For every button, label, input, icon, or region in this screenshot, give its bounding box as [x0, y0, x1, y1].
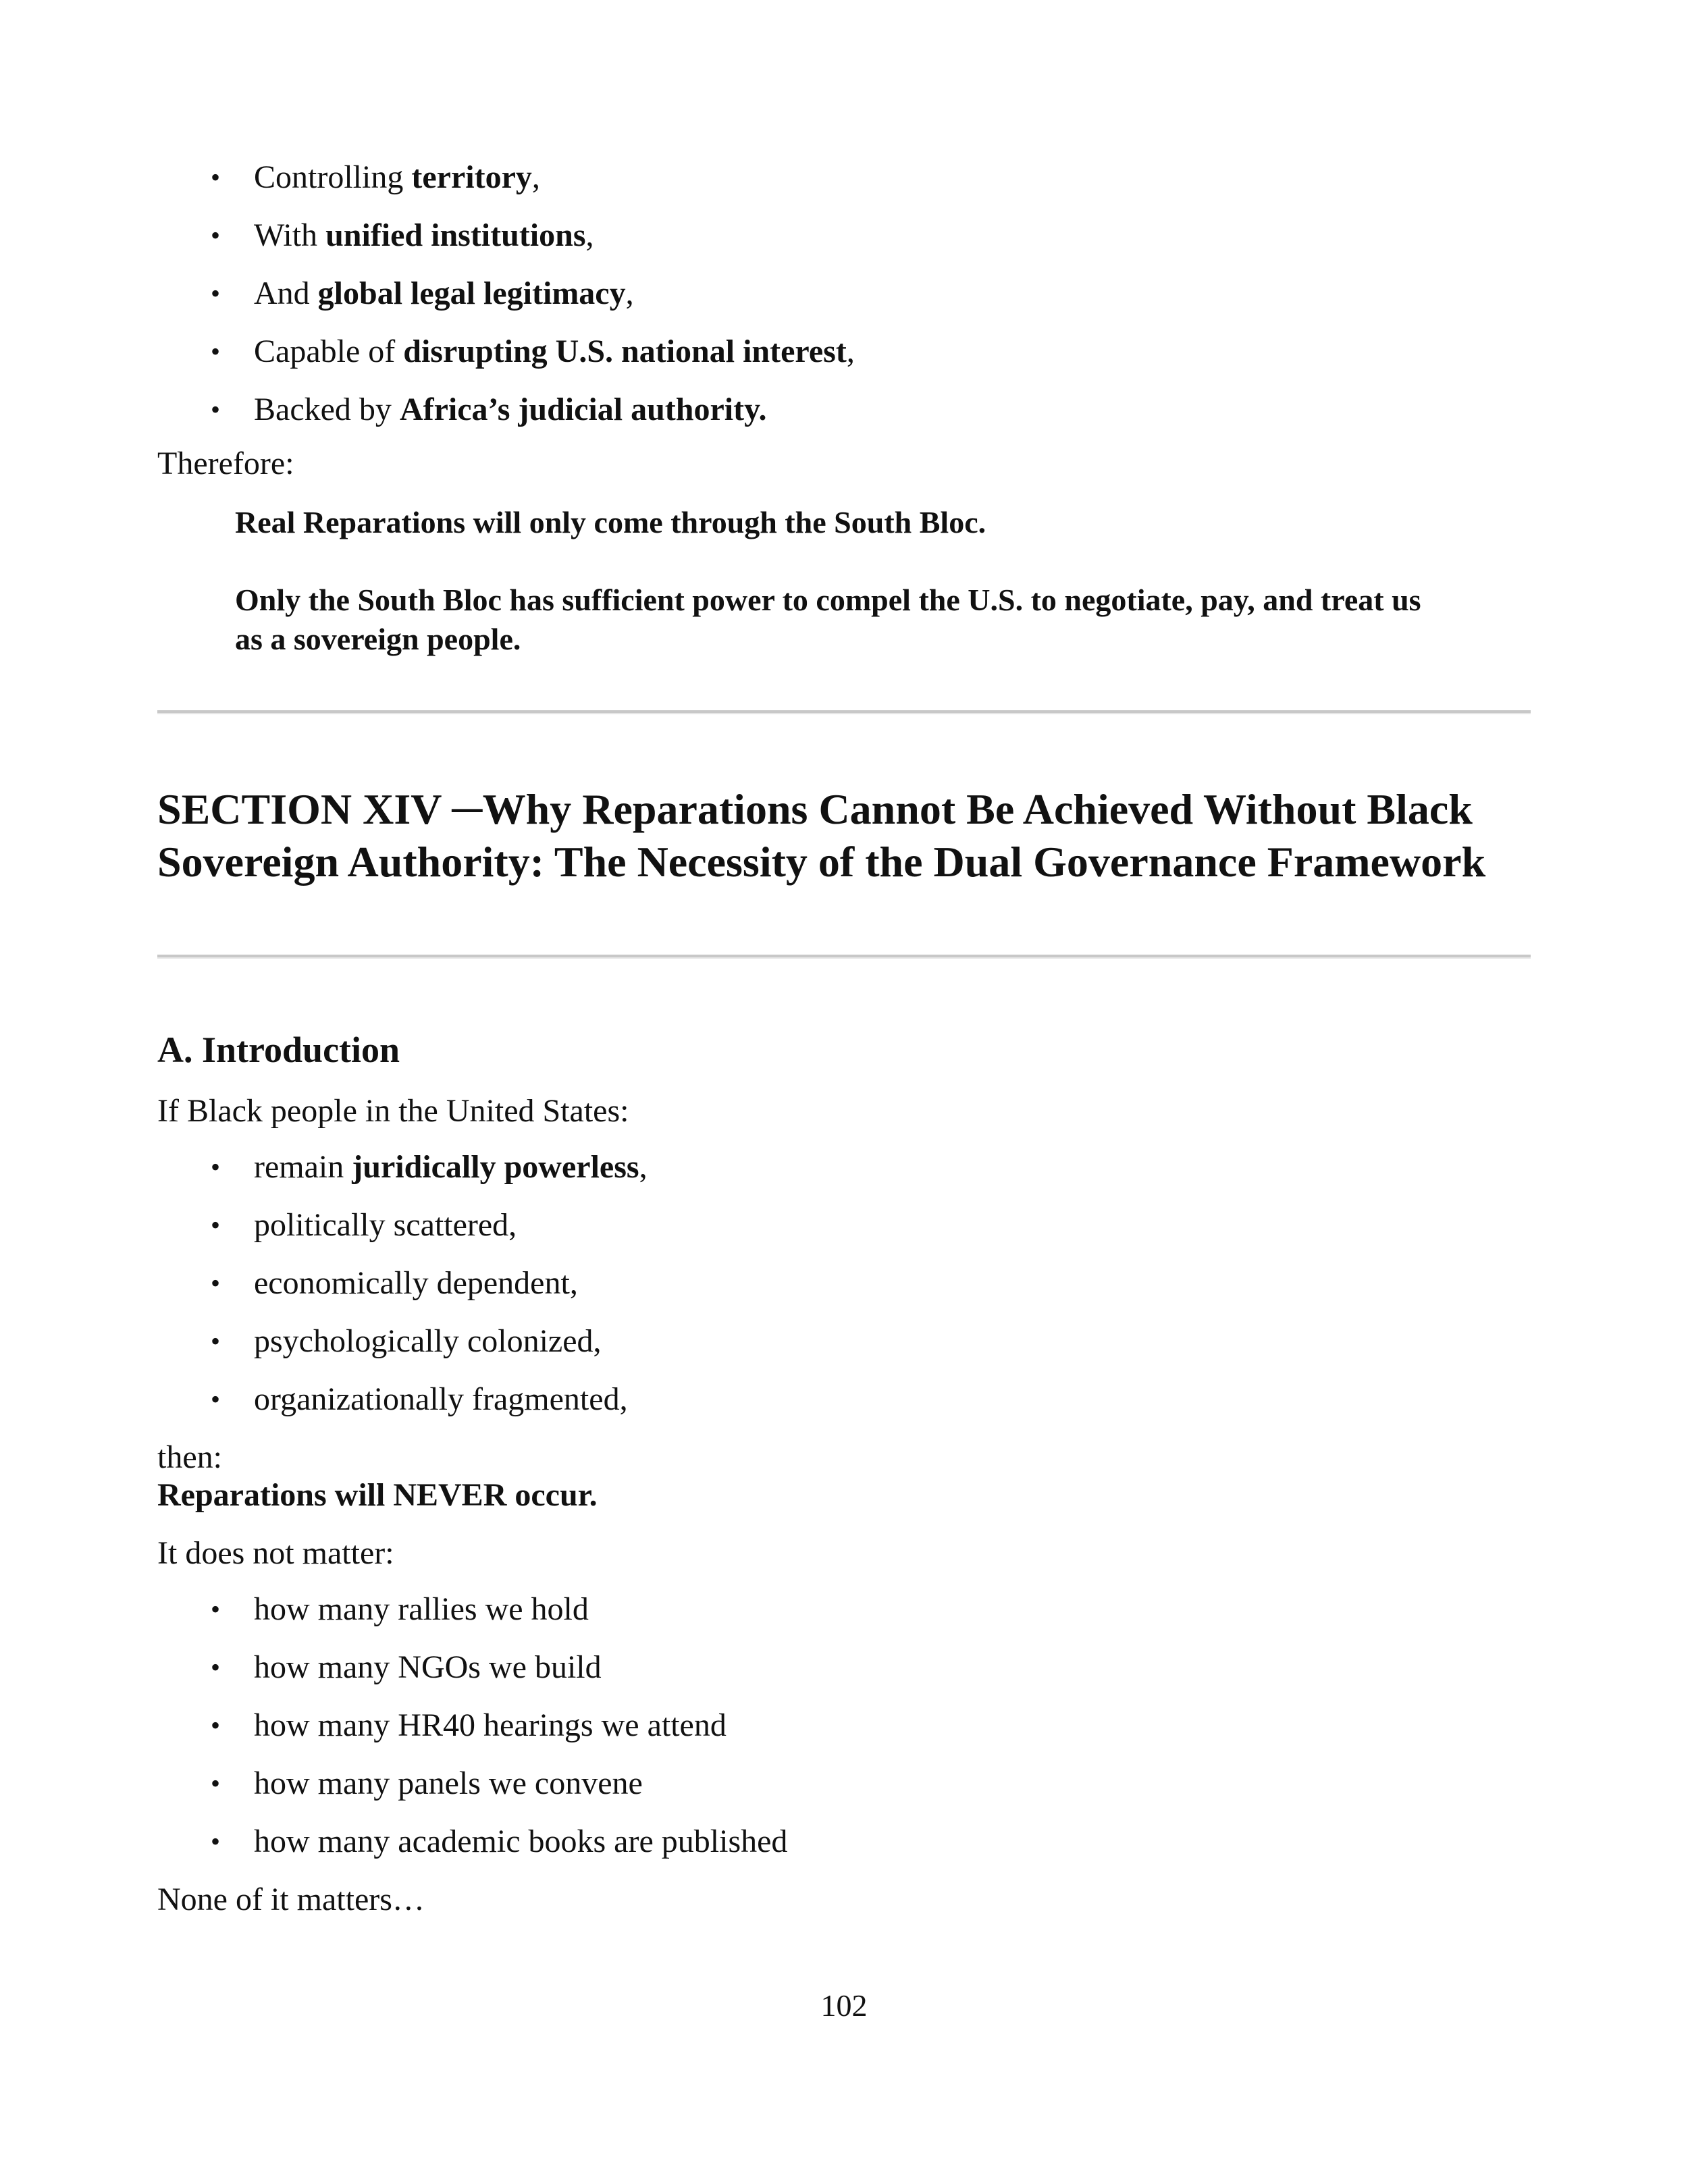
none-matters-text: None of it matters… — [157, 1882, 425, 1917]
bullet-icon: • — [211, 394, 221, 425]
bullet-icon: • — [211, 162, 221, 192]
section-divider-top — [157, 710, 1531, 714]
list-item-text: Controlling territory, — [254, 159, 540, 195]
list-item-text: how many academic books are published — [254, 1823, 788, 1859]
list-item-text: psychologically colonized, — [254, 1323, 602, 1359]
list-item-text: organizationally fragmented, — [254, 1381, 628, 1417]
bullet-icon: • — [211, 1268, 221, 1298]
list-item-text: economically dependent, — [254, 1265, 578, 1301]
callout-real-reparations: Real Reparations will only come through the South Bloc. — [235, 505, 986, 539]
then-text: then: — [157, 1439, 222, 1475]
list-item-text: how many NGOs we build — [254, 1649, 602, 1685]
list-item-text: remain juridically powerless, — [254, 1149, 648, 1185]
bullet-icon: • — [211, 1768, 221, 1799]
list-item-text: how many HR40 hearings we attend — [254, 1707, 727, 1743]
never-occur-text: Reparations will NEVER occur. — [157, 1477, 598, 1513]
list-item-text: politically scattered, — [254, 1207, 517, 1243]
list-item-text: Backed by Africa’s judicial authority. — [254, 392, 767, 427]
bullet-icon: • — [211, 1384, 221, 1414]
therefore-text: Therefore: — [157, 446, 294, 481]
section-title: SECTION XIV ─Why Reparations Cannot Be Achieved Without Black Sovereign Authority: The Necessity of the Dual Governance Framework — [157, 785, 1486, 886]
page-number: 102 — [820, 1988, 868, 2023]
bullet-icon: • — [211, 1152, 221, 1182]
list-item-text: how many rallies we hold — [254, 1591, 589, 1627]
callout-south-bloc-power: Only the South Bloc has sufficient power to compel the U.S. to negotiate, pay, and treat us as a sovereign people. — [235, 583, 1421, 656]
bullet-icon: • — [211, 1652, 221, 1682]
intro-lead-text: If Black people in the United States: — [157, 1093, 629, 1129]
bullet-icon: • — [211, 1594, 221, 1624]
bullet-icon: • — [211, 1710, 221, 1740]
list-item-text: And global legal legitimacy, — [254, 275, 634, 311]
section-divider-bottom — [157, 955, 1531, 959]
does-not-matter-text: It does not matter: — [157, 1535, 394, 1571]
list-item-text: how many panels we convene — [254, 1765, 643, 1801]
bullet-icon: • — [211, 278, 221, 309]
bullet-icon: • — [211, 1326, 221, 1356]
bullet-icon: • — [211, 1210, 221, 1240]
bullet-icon: • — [211, 336, 221, 367]
intro-heading: A. Introduction — [157, 1030, 400, 1070]
bullet-icon: • — [211, 220, 221, 250]
bullet-icon: • — [211, 1826, 221, 1857]
list-item-text: Capable of disrupting U.S. national interest, — [254, 334, 855, 369]
list-item-text: With unified institutions, — [254, 217, 594, 253]
